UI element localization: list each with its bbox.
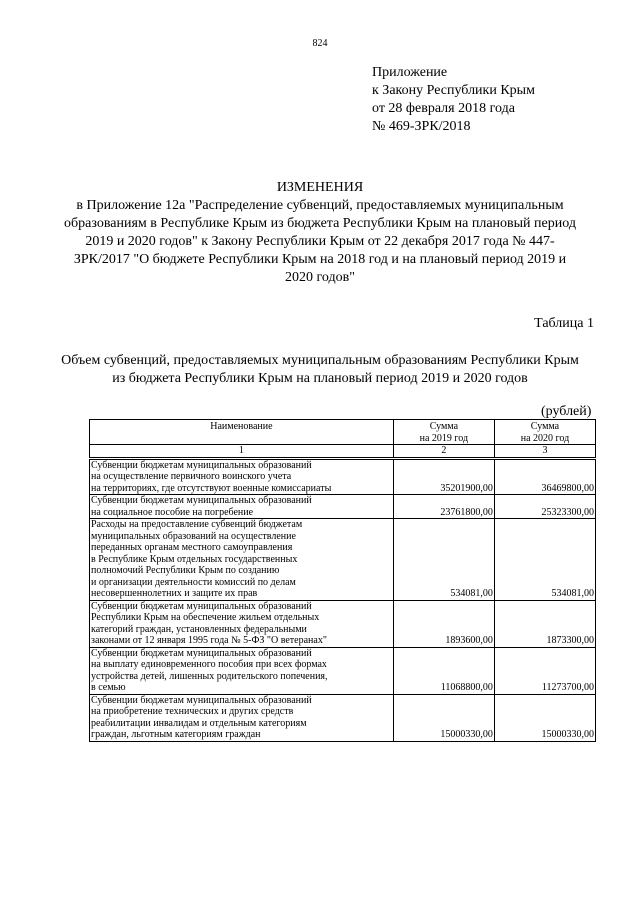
table-row (90, 694, 596, 741)
row-value-2020: 25323300,00 (494, 495, 595, 519)
page-number: 824 (312, 38, 328, 49)
document-subtitle: в Приложение 12а "Распределение субвенций, предоставляемых муниципальным образованиям в Республике Крым из бюджета Республики Крым на плановый период 2019 и 2020 годов" к Закону Республики Крым от 22 декабря 2017 года № 447-ЗРК/2017 "О бюджете Республики Крым на 2018 год и на плановый период 2019 и 2020 годов" (64, 198, 576, 285)
row-value-2020: 534081,00 (494, 519, 595, 601)
appendix-header (372, 64, 535, 136)
row-value-2020: 15000330,00 (494, 694, 595, 741)
row-value-2019: 534081,00 (393, 519, 494, 601)
index-cell: 3 (494, 445, 595, 459)
appendix-line: № 469-ЗРК/2018 (372, 119, 471, 134)
index-cell: 1 (90, 445, 394, 459)
index-cell: 2 (393, 445, 494, 459)
appendix-line: от 28 февраля 2018 года (372, 101, 515, 116)
subventions-table (89, 419, 596, 742)
row-name: Субвенции бюджетам муниципальных образований на выплату единовременного пособия при всех формах устройства детей, лишенных родительского попечения, в семью (90, 647, 394, 694)
units-label: (рублей) (541, 404, 592, 419)
table-caption: Объем субвенций, предоставляемых муниципальным образованиям Республики Крым из бюджета Республики Крым на плановый период 2019 и 2020 годов (61, 353, 579, 386)
row-name: Субвенции бюджетам муниципальных образований на социальное пособие на погребение (90, 495, 394, 519)
row-value-2020: 1873300,00 (494, 600, 595, 647)
header-sum-2020: Сумма на 2020 год (494, 420, 595, 445)
appendix-line: к Закону Республики Крым (372, 83, 535, 98)
table-row (90, 458, 596, 495)
table-row (90, 519, 596, 601)
table-index-row (90, 445, 596, 459)
row-name: Расходы на предоставление субвенций бюджетам муниципальных образований на осуществление переданных органам местного самоуправления в Республике Крым отдельных государственных полномочий Республики Крым по созданию и организации деятельности комиссий по делам несовершеннолетних и защите их прав (90, 519, 394, 601)
document-title: ИЗМЕНЕНИЯ (276, 180, 364, 195)
row-name: Субвенции бюджетам муниципальных образований на приобретение технических и других средств реабилитации инвалидам и отдельным категориям граждан, льготным категориям граждан (90, 694, 394, 741)
row-value-2019: 1893600,00 (393, 600, 494, 647)
table-row (90, 600, 596, 647)
table-row (90, 647, 596, 694)
row-value-2019: 11068800,00 (393, 647, 494, 694)
table-row (90, 495, 596, 519)
row-value-2020: 11273700,00 (494, 647, 595, 694)
row-name: Субвенции бюджетам муниципальных образований Республики Крым на обеспечение жильем отдельных категорий граждан, установленных федеральными законами от 12 января 1995 года № 5-ФЗ "О ветеранах" (90, 600, 394, 647)
table-label: Таблица 1 (534, 316, 594, 331)
table-header-row (90, 420, 596, 445)
row-value-2019: 23761800,00 (393, 495, 494, 519)
appendix-line: Приложение (372, 65, 448, 80)
header-sum-2019: Сумма на 2019 год (393, 420, 494, 445)
row-value-2020: 36469800,00 (494, 458, 595, 495)
row-value-2019: 15000330,00 (393, 694, 494, 741)
row-name: Субвенции бюджетам муниципальных образований на осуществление первичного воинского учета на территориях, где отсутствуют военные комиссариаты (90, 458, 394, 495)
header-name: Наименование (90, 420, 394, 445)
row-value-2019: 35201900,00 (393, 458, 494, 495)
